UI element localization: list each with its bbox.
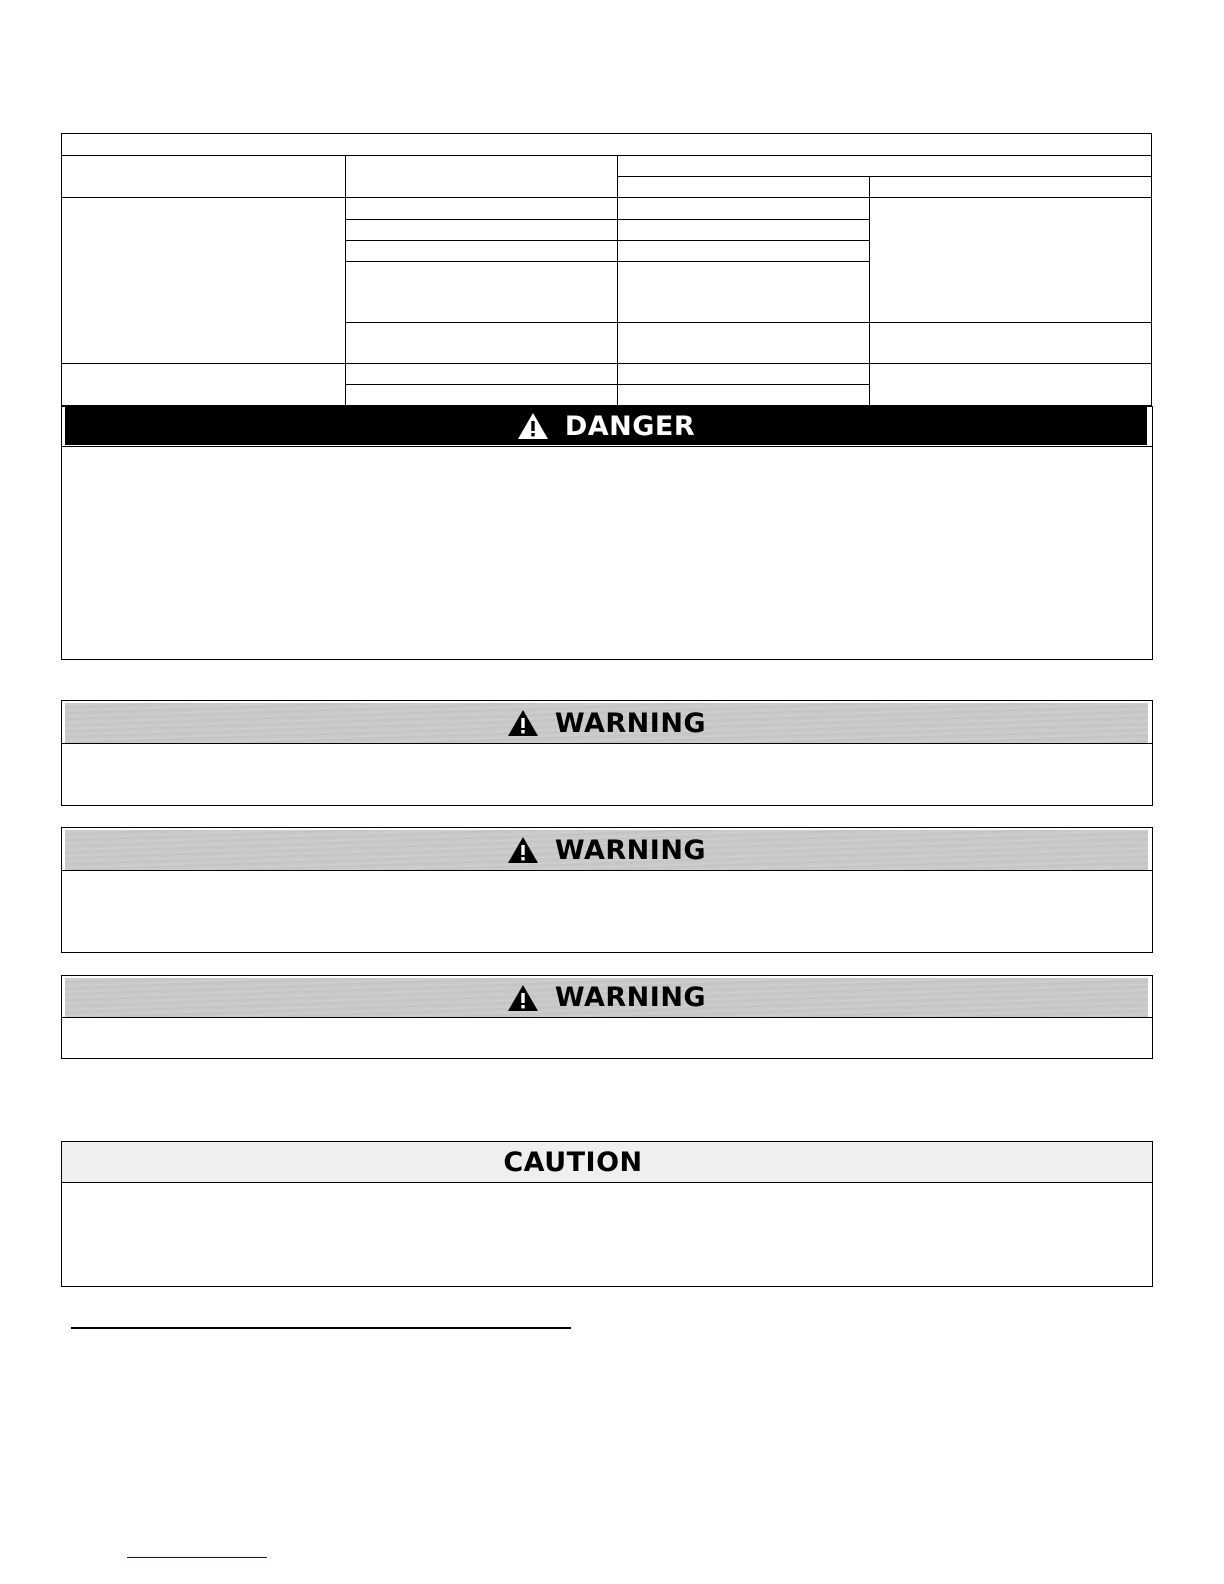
danger-header <box>65 407 1147 445</box>
warning-triangle-icon <box>507 835 539 865</box>
warning-label: WARNING <box>554 982 707 1013</box>
warning-label: WARNING <box>554 834 707 866</box>
warning-notice-2 <box>61 827 1153 953</box>
warning-header-2 <box>65 830 1148 870</box>
footer-link-underline[interactable] <box>127 1557 267 1558</box>
table-rule <box>345 219 869 220</box>
danger-notice <box>61 406 1153 660</box>
table-rule <box>345 240 869 241</box>
header-rule <box>62 446 1152 447</box>
warning-triangle-icon <box>507 708 539 738</box>
specification-table <box>61 133 1152 406</box>
header-rule <box>62 1182 1152 1183</box>
warning-triangle-icon <box>517 411 549 441</box>
caution-header <box>62 1142 1152 1182</box>
table-rule <box>61 363 1152 364</box>
table-rule <box>61 155 1152 156</box>
warning-label: WARNING <box>554 707 707 739</box>
warning-notice-1 <box>61 700 1153 806</box>
table-rule <box>617 155 618 406</box>
warning-header-3 <box>65 978 1148 1017</box>
table-rule <box>869 176 870 406</box>
danger-label: DANGER <box>564 410 696 442</box>
table-rule <box>345 261 869 262</box>
table-rule <box>61 197 1152 198</box>
caution-label: CAUTION <box>503 1146 643 1178</box>
header-rule <box>62 870 1152 871</box>
warning-header-1 <box>65 703 1148 743</box>
header-rule <box>62 1017 1152 1018</box>
table-rule <box>345 155 346 406</box>
table-rule <box>345 384 869 385</box>
caution-notice <box>61 1141 1153 1287</box>
header-rule <box>62 743 1152 744</box>
table-rule <box>618 176 1152 177</box>
table-rule <box>345 322 1152 323</box>
footnote-separator <box>71 1327 571 1329</box>
warning-notice-3 <box>61 975 1153 1059</box>
warning-triangle-icon <box>507 983 539 1013</box>
